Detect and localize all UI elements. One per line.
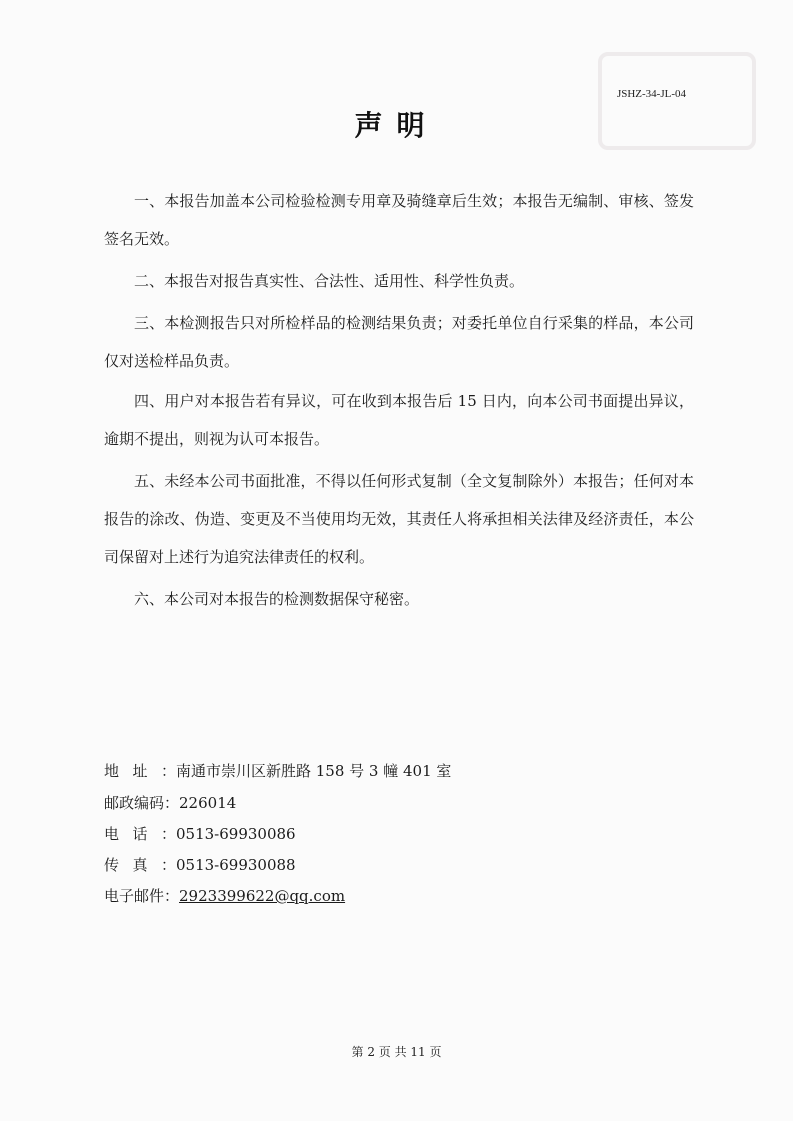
page-number-footer: 第 2 页 共 11 页 (351, 1045, 442, 1059)
postcode-value: 226014 (179, 794, 237, 812)
fax-value: 0513-69930088 (176, 856, 296, 874)
postcode-label: 邮政编码： (104, 794, 180, 812)
contact-address (104, 760, 451, 781)
address-label: 地址： (104, 762, 176, 780)
email-link[interactable]: 2923399622@qq.com (179, 887, 346, 905)
contact-postcode (104, 792, 236, 813)
page-title: 声明 (354, 109, 439, 142)
fax-label: 传真： (104, 856, 176, 874)
statement-paragraph-5: 五、未经本公司书面批准，不得以任何形式复制（全文复制除外）本报告；任何对本报告的涂改、伪造、变更及不当使用均无效，其责任人将承担相关法律及经济责任，本公司保留对上述行为追究法律责任的权利。 (104, 472, 694, 566)
statement-paragraph-3: 三、本检测报告只对所检样品的检测结果负责；对委托单位自行采集的样品，本公司仅对送检样品负责。 (104, 314, 694, 370)
statement-paragraph-2: 二、本报告对报告真实性、合法性、适用性、科学性负责。 (134, 272, 525, 290)
document-code: JSHZ-34-JL-04 (616, 88, 686, 100)
contact-fax (104, 854, 296, 875)
contact-phone (104, 823, 296, 844)
phone-label: 电话： (104, 825, 176, 843)
statement-paragraph-1: 一、本报告加盖本公司检验检测专用章及骑缝章后生效；本报告无编制、审核、签发签名无效。 (104, 192, 694, 248)
statement-paragraph-4: 四、用户对本报告若有异议，可在收到本报告后 15 日内，向本公司书面提出异议，逾期不提出，则视为认可本报告。 (104, 392, 694, 448)
email-label: 电子邮件： (104, 887, 180, 905)
contact-email (104, 885, 345, 906)
address-value: 南通市崇川区新胜路 158 号 3 幢 401 室 (176, 762, 452, 780)
statement-paragraph-6: 六、本公司对本报告的检测数据保守秘密。 (134, 590, 420, 608)
phone-value: 0513-69930086 (176, 825, 296, 843)
